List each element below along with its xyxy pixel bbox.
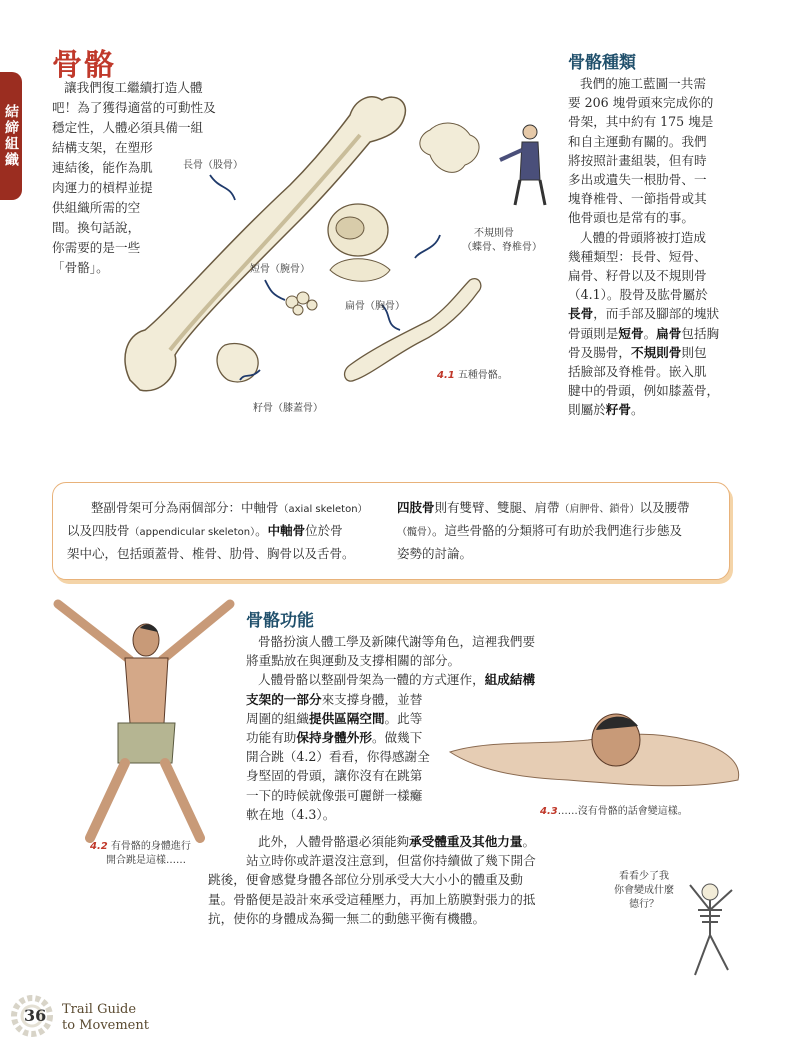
box-left-column [67,497,387,564]
intro-line: 連結後，能作為肌 [52,160,153,175]
text-line: 以及四肢骨（appendicular skeleton）。中軸骨位於骨 [67,523,343,538]
text-line: 姿勢的討論。 [397,546,473,561]
text-line: 腱中的骨頭，例如膝蓋骨， [568,383,720,399]
text-line: 功能有助保持身體外形。做幾下 [246,730,423,746]
text-line: 周圍的組織提供區隔空間。此等 [246,710,423,726]
text-line: （4.1）。股骨及肱骨屬於 [568,287,708,303]
function-heading: 骨骼功能 [246,611,314,631]
box-right-column [397,497,715,564]
intro-line: 穩定性，人體必須具備一組 [52,120,204,135]
page-number: 36 [24,1006,47,1025]
text-line: 他骨頭也是常有的事。 [568,210,694,226]
text-line: 骨及腸骨，不規則骨則包 [568,344,707,360]
function-paragraph-bottom [208,832,568,928]
text-line: 一下的時候就像張可麗餅一樣癱 [246,787,423,803]
figure-caption-4-3: 4.3……沒有骨骼的話會變這樣。 [540,806,688,817]
text-line: 跳後，便會感覺身體各部位分別承受大大小小的體重及動 [208,872,523,888]
arrow-icon [415,235,440,258]
text-line: 我們的施工藍圖一共需 [580,76,706,91]
jumping-man-illustration [50,598,240,848]
text-line: 抗，使你的身體成為獨一無二的動態平衡有機體。 [208,910,486,926]
intro-line: 結構支架，在塑形 [52,140,153,155]
types-paragraph [568,74,768,420]
intro-line: 間。換句話說， [52,220,141,235]
intro-line: 「骨骼」。 [52,260,109,275]
text-line: 支架的一部分來支撐身體，並替 [246,691,423,707]
text-line: 人體骨骼以整副骨架為一體的方式運作，組成結構 [258,672,536,688]
text-line: （髖骨）。這些骨骼的分類將可有助於我們進行步態及 [397,523,683,538]
text-line: 將重點放在與運動及支撐相關的部分。 [246,653,461,669]
arrow-icon [210,175,235,200]
text-line: 將按照計畫組裝，但有時 [568,152,707,168]
text-line: 骨架，其中約有 175 塊是 [568,114,714,130]
label-irregular-bone-sub: （蝶骨、脊椎骨） [462,242,542,253]
text-line: 長骨，而手部及腳部的塊狀 [568,306,720,322]
text-line: 塊脊椎骨、一節指骨或其 [568,191,707,207]
intro-line: 供組織所需的空 [52,200,141,215]
flattened-person-illustration [448,700,748,800]
text-line: 量。骨骼便是設計來承受這種壓力，再加上筋膜對張力的抵 [208,891,536,907]
worker-figure [500,125,545,205]
intro-line: 肉運力的槓桿並提 [52,180,153,195]
text-line: 此外，人體骨骼還必須能夠承受體重及其他力量。 [258,834,536,849]
types-heading: 骨骼種類 [568,53,636,73]
text-line: 則屬於籽骨。 [568,402,644,418]
label-sesamoid-bone: 籽骨（膝蓋骨） [253,403,323,414]
text-line: 開合跳（4.2）看看，你得感謝全 [246,749,430,765]
label-flat-bone: 扁骨（胸骨） [345,301,405,312]
text-line: 和自主運動有關的。我們 [568,133,707,149]
label-irregular-bone: 不規則骨 [474,228,514,239]
text-line: 整副骨架可分為兩個部分：中軸骨（axial skeleton） [91,500,368,515]
text-line: 骨頭則是短骨。扁骨包括胸 [568,325,720,341]
figure-caption-4-2: 4.2 有骨骼的身體進行 開合跳是這樣…… [90,841,191,866]
text-line: 骨骼扮演人體工學及新陳代謝等角色，這裡我們要 [258,634,536,649]
text-line: 身堅固的骨頭，讓你沒有在跳第 [246,768,423,784]
label-short-bone: 短骨（腕骨） [250,264,310,275]
book-title: Trail Guide to Movement [62,1002,149,1033]
skeleton-divisions-box [52,482,730,580]
section-tab: 結締組織 [0,72,22,200]
skeleton-illustration [680,880,740,980]
text-line: 多出或遺失一根肋骨、一 [568,172,707,188]
text-line: 架中心，包括頭蓋骨、椎骨、肋骨、胸骨以及舌骨。 [67,546,355,561]
page-title: 骨骼 [52,48,116,83]
intro-line: 你需要的是一些 [52,240,141,255]
figure-caption-4-1: 4.1 五種骨骼。 [437,370,508,381]
skeleton-note: 看看少了我 你會變成什麼 德行？ [614,871,674,910]
text-line: 站立時你或許還沒注意到，但當你持續做了幾下開合 [246,853,536,869]
label-long-bone: 長骨（股骨） [183,160,243,171]
arrow-icon [265,280,285,300]
text-line: 軟在地（4.3）。 [246,806,336,822]
text-line: 要 206 塊骨頭來完成你的 [568,95,714,111]
text-line: 扁骨、籽骨以及不規則骨 [568,268,707,284]
patella-image [217,344,258,382]
text-line: 幾種類型：長骨、短骨、 [568,248,707,264]
intro-line: 讓我們復工繼續打造人體 [64,80,203,95]
text-line: 四肢骨則有雙臂、雙腿、肩帶（肩胛骨、鎖骨）以及腰帶 [397,500,690,515]
text-line: 括臉部及脊椎骨。嵌入肌 [568,364,707,380]
text-line: 人體的骨頭將被打造成 [580,229,706,245]
carpal-image [286,292,317,315]
intro-line: 吧！為了獲得適當的可動性及 [52,100,216,115]
